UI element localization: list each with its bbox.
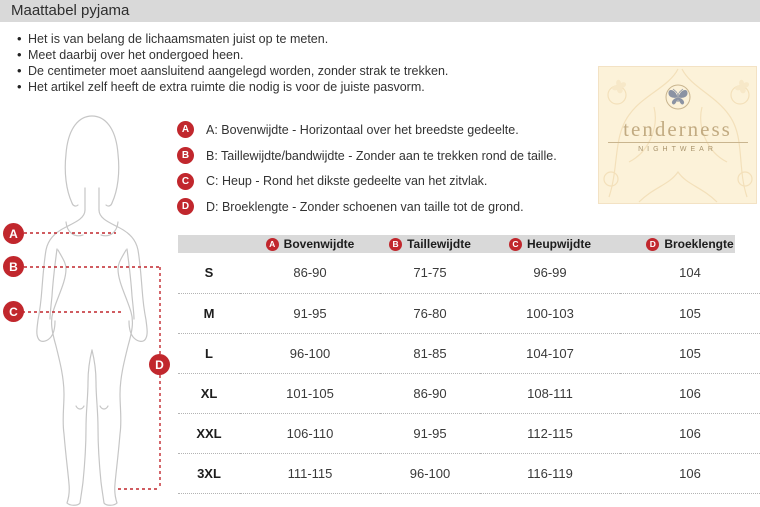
value-cell: 76-80	[380, 293, 480, 333]
value-cell: 105	[620, 293, 760, 333]
header-badge-d: D	[646, 238, 659, 251]
bullet-item: • Het artikel zelf heeft de extra ruimte die nodig is voor de juiste pasvorm.	[17, 79, 577, 95]
legend-item-c	[177, 168, 557, 194]
value-cell: 81-85	[380, 333, 480, 373]
value-cell: 91-95	[380, 413, 480, 453]
table-row-xl	[178, 373, 760, 413]
value-cell: 106	[620, 453, 760, 493]
value-cell: 96-99	[480, 253, 620, 293]
header-badge-b: B	[389, 238, 402, 251]
bullet-item: • De centimeter moet aansluitend aangelegd worden, zonder strak te trekken.	[17, 63, 577, 79]
value-cell: 100-103	[480, 293, 620, 333]
size-cell: L	[178, 333, 240, 373]
legend-badge-d: D	[177, 198, 194, 215]
bullet-item: • Meet daarbij over het ondergoed heen.	[17, 47, 577, 63]
diagram-marker-a: A	[3, 223, 24, 244]
value-cell: 96-100	[240, 333, 380, 373]
value-cell: 112-115	[480, 413, 620, 453]
table-row-l	[178, 333, 760, 373]
measurement-legend	[177, 117, 557, 220]
value-cell: 86-90	[380, 373, 480, 413]
column-header-heupwijdte	[480, 235, 620, 253]
legend-badge-c: C	[177, 173, 194, 190]
column-header-taillewijdte	[380, 235, 480, 253]
butterfly-icon	[599, 83, 756, 116]
table-row-s	[178, 253, 760, 293]
legend-text-c: C: Heup - Rond het dikste gedeelte van het zitvlak.	[206, 174, 488, 189]
measure-lines	[22, 233, 160, 489]
size-table	[178, 235, 760, 494]
value-cell: 104-107	[480, 333, 620, 373]
legend-item-b	[177, 143, 557, 169]
header-label: Taillewijdte	[407, 237, 471, 251]
size-cell: XL	[178, 373, 240, 413]
value-cell: 96-100	[380, 453, 480, 493]
brand-name: tenderness	[623, 117, 732, 141]
value-cell: 111-115	[240, 453, 380, 493]
header-badge-a: A	[266, 238, 279, 251]
legend-badge-a: A	[177, 121, 194, 138]
legend-text-d: D: Broeklengte - Zonder schoenen van taille tot de grond.	[206, 199, 524, 214]
size-cell: M	[178, 293, 240, 333]
brand-logo	[598, 66, 757, 204]
header-label: Bovenwijdte	[283, 237, 355, 251]
diagram-marker-d: D	[149, 354, 170, 375]
size-column-header	[178, 235, 240, 253]
legend-text-b: B: Taillewijdte/bandwijdte - Zonder aan te trekken rond de taille.	[206, 148, 557, 163]
body-measurement-diagram	[0, 110, 178, 507]
brand-subtitle: NIGHTWEAR	[638, 146, 717, 153]
value-cell: 106-110	[240, 413, 380, 453]
brand-rule	[608, 142, 748, 143]
value-cell: 106	[620, 413, 760, 453]
legend-item-a	[177, 117, 557, 143]
size-cell: XXL	[178, 413, 240, 453]
body-silhouette	[0, 110, 178, 507]
value-cell: 104	[620, 253, 760, 293]
legend-text-a: A: Bovenwijdte - Horizontaal over het breedste gedeelte.	[206, 122, 519, 137]
header-label: Heupwijdte	[526, 237, 591, 251]
table-row-m	[178, 293, 760, 333]
column-header-broeklengte	[620, 235, 760, 253]
table-row-xxl	[178, 413, 760, 453]
intro-list	[17, 31, 577, 95]
size-cell: 3XL	[178, 453, 240, 493]
diagram-marker-b: B	[3, 256, 24, 277]
value-cell: 86-90	[240, 253, 380, 293]
logo-content	[599, 67, 756, 203]
page-title: Maattabel pyjama	[0, 0, 760, 22]
header-label: Broeklengte	[664, 237, 734, 251]
header-badge-c: C	[509, 238, 522, 251]
diagram-marker-c: C	[3, 301, 24, 322]
bullet-item: • Het is van belang de lichaamsmaten juist op te meten.	[17, 31, 577, 47]
column-header-bovenwijdte	[240, 235, 380, 253]
table-header-row	[178, 235, 760, 253]
value-cell: 108-111	[480, 373, 620, 413]
size-cell: S	[178, 253, 240, 293]
value-cell: 106	[620, 373, 760, 413]
value-cell: 91-95	[240, 293, 380, 333]
value-cell: 101-105	[240, 373, 380, 413]
legend-item-d	[177, 194, 557, 220]
value-cell: 116-119	[480, 453, 620, 493]
legend-badge-b: B	[177, 147, 194, 164]
value-cell: 71-75	[380, 253, 480, 293]
table-row-3xl	[178, 453, 760, 493]
value-cell: 105	[620, 333, 760, 373]
